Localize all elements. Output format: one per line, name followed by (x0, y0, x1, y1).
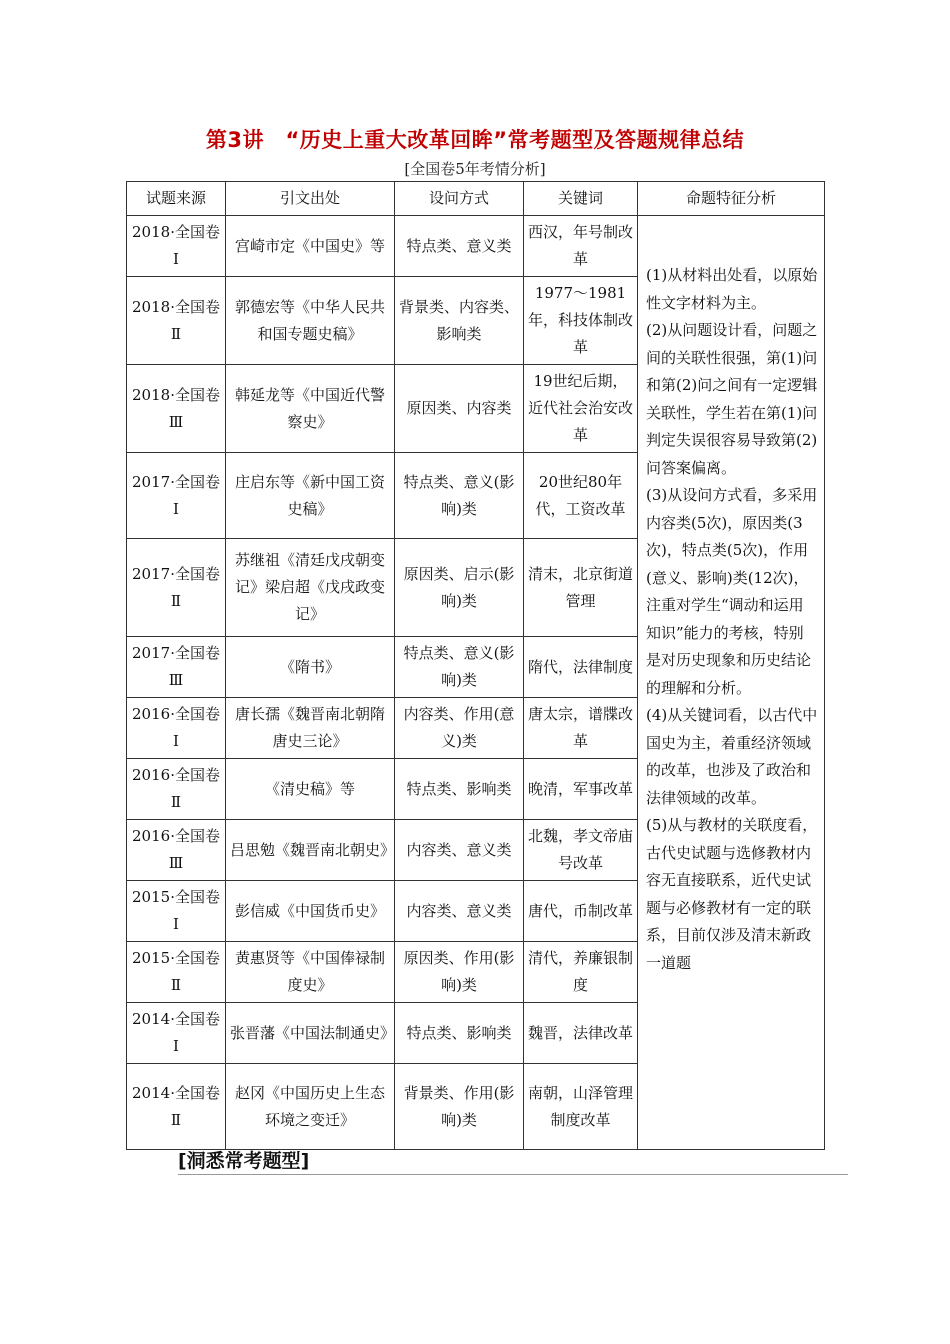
cell-source: 2018·全国卷Ⅱ (127, 277, 226, 365)
cell-method: 特点类、意义(影响)类 (395, 637, 524, 698)
cell-source: 2016·全国卷Ⅰ (127, 698, 226, 759)
cell-source: 2016·全国卷Ⅲ (127, 820, 226, 881)
cell-method: 原因类、启示(影响)类 (395, 539, 524, 637)
cell-keywords: 魏晋，法律改革 (524, 1003, 638, 1064)
cell-keywords: 南朝，山泽管理制度改革 (524, 1064, 638, 1150)
cell-source: 2017·全国卷Ⅱ (127, 539, 226, 637)
cell-citation: 黄惠贤等《中国俸禄制度史》 (226, 942, 395, 1003)
cell-method: 内容类、意义类 (395, 881, 524, 942)
cell-source: 2016·全国卷Ⅱ (127, 759, 226, 820)
cell-method: 特点类、影响类 (395, 1003, 524, 1064)
header-source: 试题来源 (127, 182, 226, 216)
cell-method: 原因类、内容类 (395, 365, 524, 453)
cell-method: 内容类、意义类 (395, 820, 524, 881)
cell-citation: 韩延龙等《中国近代警察史》 (226, 365, 395, 453)
cell-method: 特点类、意义(影响)类 (395, 453, 524, 539)
cell-source: 2014·全国卷Ⅰ (127, 1003, 226, 1064)
cell-source: 2017·全国卷Ⅲ (127, 637, 226, 698)
analysis-paragraph: (2)从问题设计看，问题之间的关联性很强，第(1)问和第(2)问之间有一定逻辑关联性，学生若在第(1)问判定失误很容易导致第(2)问答案偏离。 (646, 321, 818, 477)
table-row (127, 216, 825, 277)
cell-method: 特点类、影响类 (395, 759, 524, 820)
cell-analysis (638, 216, 825, 1150)
cell-keywords: 西汉，年号制改革 (524, 216, 638, 277)
cell-keywords: 北魏，孝文帝庙号改革 (524, 820, 638, 881)
cell-keywords: 唐太宗，谱牒改革 (524, 698, 638, 759)
cell-source: 2015·全国卷Ⅱ (127, 942, 226, 1003)
cell-source: 2018·全国卷Ⅲ (127, 365, 226, 453)
header-citation: 引文出处 (226, 182, 395, 216)
cell-keywords: 隋代，法律制度 (524, 637, 638, 698)
cell-method: 原因类、作用(影响)类 (395, 942, 524, 1003)
cell-keywords: 20世纪80年代，工资改革 (524, 453, 638, 539)
cell-citation: 彭信威《中国货币史》 (226, 881, 395, 942)
analysis-paragraph: (5)从与教材的关联度看，古代史试题与选修教材内容无直接联系，近代史试题与必修教材有一定的联系，目前仅涉及清末新政一道题 (646, 816, 818, 972)
header-keywords: 关键词 (524, 182, 638, 216)
cell-citation: 唐长孺《魏晋南北朝隋唐史三论》 (226, 698, 395, 759)
cell-source: 2015·全国卷Ⅰ (127, 881, 226, 942)
section-heading (178, 1146, 848, 1175)
cell-keywords: 19世纪后期，近代社会治安改革 (524, 365, 638, 453)
cell-citation: 庄启东等《新中国工资史稿》 (226, 453, 395, 539)
table-header-row (127, 182, 825, 216)
cell-keywords: 清末，北京街道管理 (524, 539, 638, 637)
cell-source: 2018·全国卷Ⅰ (127, 216, 226, 277)
header-analysis: 命题特征分析 (638, 182, 825, 216)
cell-method: 内容类、作用(意义)类 (395, 698, 524, 759)
section-heading-text: [洞悉常考题型] (178, 1150, 310, 1172)
analysis-paragraph: (4)从关键词看，以古代中国史为主，着重经济领域的改革，也涉及了政治和法律领域的改革。 (646, 706, 818, 807)
cell-citation: 郭德宏等《中华人民共和国专题史稿》 (226, 277, 395, 365)
cell-citation: 苏继祖《清廷戊戌朝变记》梁启超《戊戌政变记》 (226, 539, 395, 637)
cell-method: 背景类、内容类、影响类 (395, 277, 524, 365)
cell-source: 2014·全国卷Ⅱ (127, 1064, 226, 1150)
page-title: 第3讲 “历史上重大改革回眸”常考题型及答题规律总结 (205, 128, 745, 152)
cell-method: 背景类、作用(影响)类 (395, 1064, 524, 1150)
analysis-paragraph: (3)从设问方式看，多采用内容类(5次)，原因类(3次)，特点类(5次)，作用(意义、影响)类(12次)，注重对学生“调动和运用知识”能力的考核，特别是对历史现象和历史结论的理解和分析。 (646, 486, 818, 697)
cell-method: 特点类、意义类 (395, 216, 524, 277)
analysis-paragraph: (1)从材料出处看，以原始性文字材料为主。 (646, 266, 818, 312)
cell-keywords: 唐代，币制改革 (524, 881, 638, 942)
cell-citation: 《隋书》 (226, 637, 395, 698)
cell-citation: 赵冈《中国历史上生态环境之变迁》 (226, 1064, 395, 1150)
exam-analysis-table (126, 181, 825, 1150)
table-caption: [全国卷5年考情分析] (404, 160, 546, 178)
cell-citation: 《清史稿》等 (226, 759, 395, 820)
cell-citation: 宫崎市定《中国史》等 (226, 216, 395, 277)
cell-keywords: 清代，养廉银制度 (524, 942, 638, 1003)
header-method: 设问方式 (395, 182, 524, 216)
cell-keywords: 1977～1981年，科技体制改革 (524, 277, 638, 365)
cell-citation: 张晋藩《中国法制通史》 (226, 1003, 395, 1064)
cell-citation: 吕思勉《魏晋南北朝史》 (226, 820, 395, 881)
cell-keywords: 晚清，军事改革 (524, 759, 638, 820)
cell-source: 2017·全国卷Ⅰ (127, 453, 226, 539)
